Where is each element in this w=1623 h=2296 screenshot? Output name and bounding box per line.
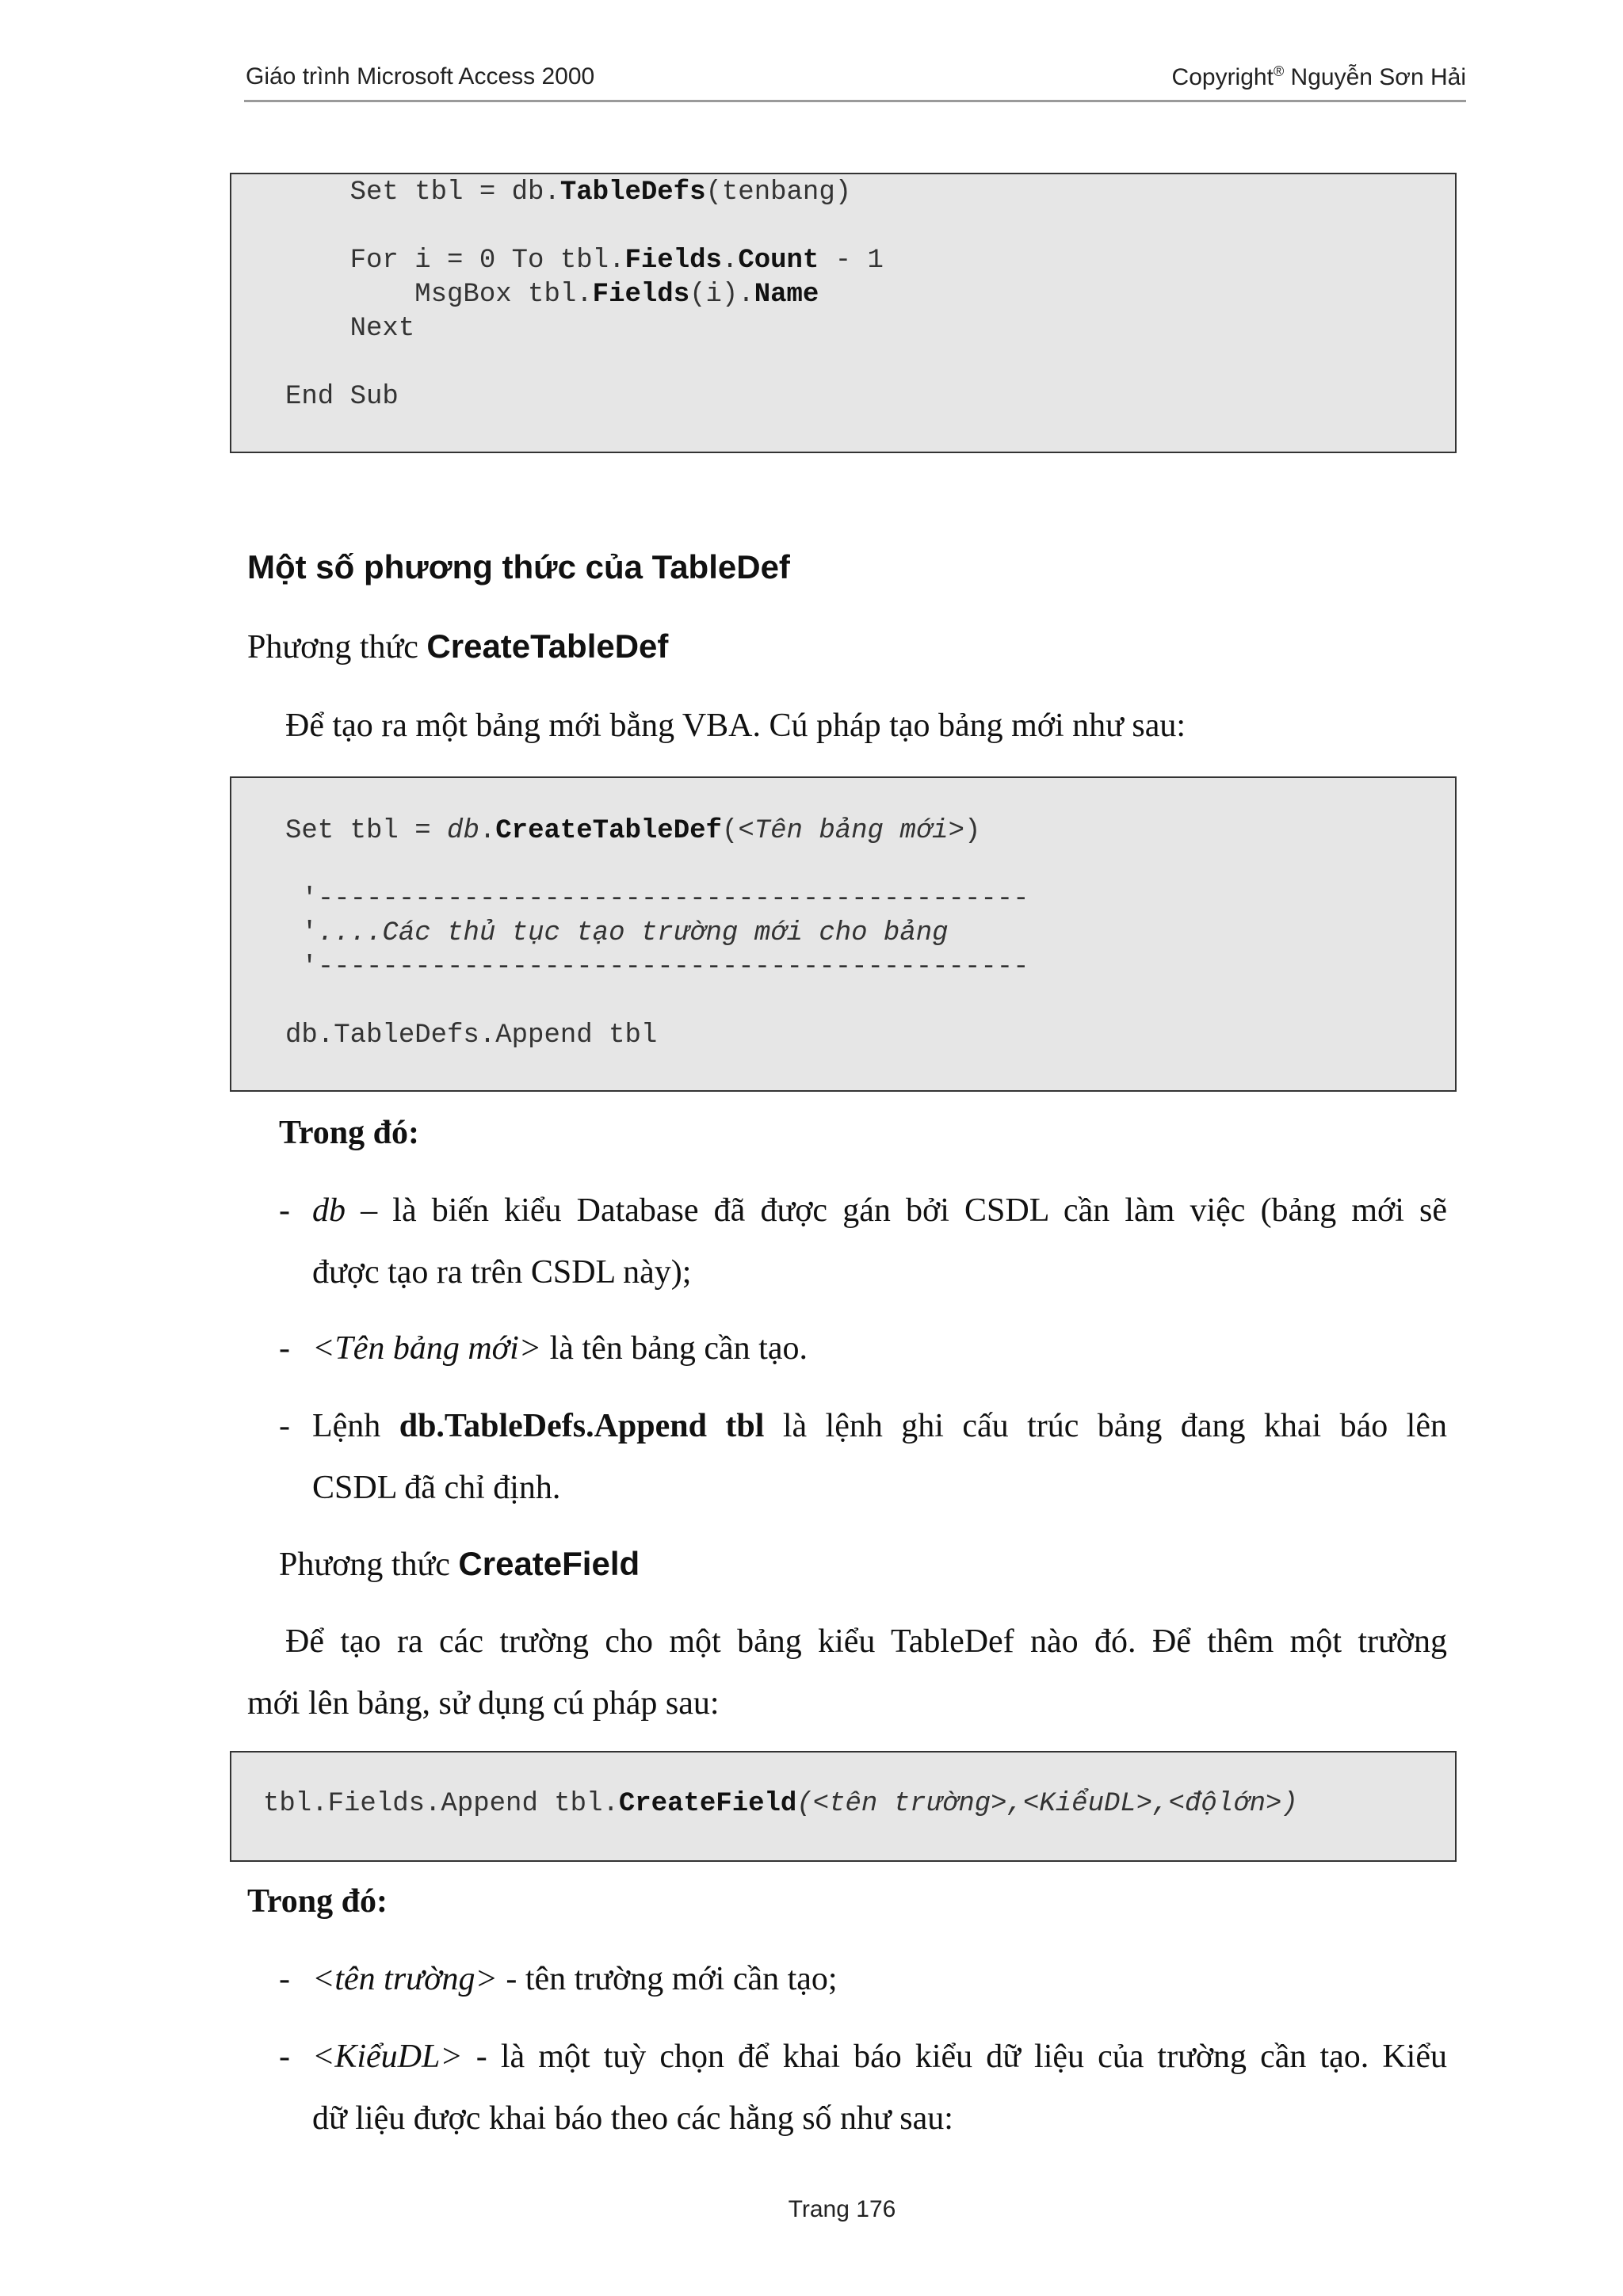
method-createtabledef-heading xyxy=(247,624,668,669)
bullet-term: <Tên bảng mới> xyxy=(312,1330,542,1367)
author-name: Nguyễn Sơn Hải xyxy=(1284,64,1466,90)
registered-mark: ® xyxy=(1273,63,1285,79)
bullet-kieudl-line2: dữ liệu được khai báo theo các hằng số như sau: xyxy=(312,2100,953,2137)
method-name: CreateField xyxy=(458,1545,640,1582)
intro-paragraph-1: Để tạo ra một bảng mới bằng VBA. Cú pháp tạo bảng mới như sau: xyxy=(285,707,1186,744)
where-label-2: Trong đó: xyxy=(247,1883,388,1920)
code-text: . xyxy=(721,246,739,276)
bullet-text: là tên bảng cần tạo. xyxy=(541,1330,808,1367)
code-text: ( xyxy=(721,816,739,846)
code-italic: db xyxy=(447,816,479,846)
bullet-term: <KiểuDL> xyxy=(312,2039,463,2075)
bullet-text: – là biến kiểu Database đã được gán bởi CSDL cần làm việc (bảng mới sẽ xyxy=(346,1192,1447,1229)
code-text: Next xyxy=(285,314,415,344)
header-title: Giáo trình Microsoft Access 2000 xyxy=(246,63,595,90)
code-keyword: CreateField xyxy=(618,1789,797,1819)
method-name: CreateTableDef xyxy=(426,627,669,665)
method-prefix: Phương thức xyxy=(279,1547,459,1583)
code-block-createtabledef xyxy=(230,776,1457,1092)
bullet-append-line2: CSDL đã chỉ định. xyxy=(312,1470,561,1506)
code-content xyxy=(231,1753,1455,1821)
bullet-text: - tên trường mới cần tạo; xyxy=(497,1961,838,1997)
bullet-text: - là một tuỳ chọn để khai báo kiểu dữ liệu của trường cần tạo. Kiểu xyxy=(462,2039,1447,2075)
bullet-dash: - xyxy=(279,1961,290,1997)
code-block-createfield xyxy=(230,1751,1457,1862)
bullet-term: <tên trường> xyxy=(312,1961,498,1997)
method-createfield-heading xyxy=(279,1542,640,1587)
code-keyword: Fields xyxy=(592,280,690,310)
code-keyword: Fields xyxy=(624,246,722,276)
bullet-kieudl-line1 xyxy=(312,2035,1447,2079)
code-block-tabledefs xyxy=(230,173,1457,453)
code-italic: <Tên bảng mới> xyxy=(738,816,964,846)
code-text: Set tbl = xyxy=(285,816,448,846)
code-keyword: CreateTableDef xyxy=(495,816,722,846)
bullet-tentruong xyxy=(312,1957,838,2001)
code-comment-italic: ....Các thủ tục tạo trường mới cho bảng xyxy=(317,918,949,948)
bullet-term: db xyxy=(312,1192,346,1229)
code-text: (tenbang) xyxy=(705,177,852,208)
code-text: End Sub xyxy=(285,382,399,412)
bullet-text: là lệnh ghi cấu trúc bảng đang khai báo lên xyxy=(764,1408,1447,1444)
code-keyword: Count xyxy=(738,246,819,276)
code-text: Set tbl = db. xyxy=(285,177,560,208)
bullet-dash: - xyxy=(279,2039,290,2075)
code-content xyxy=(231,174,1455,414)
code-italic: (<tên trường>,<KiểuDL>,<độlớn>) xyxy=(796,1789,1298,1819)
bullet-append-line1 xyxy=(312,1404,1447,1448)
bullet-dash: - xyxy=(279,1330,290,1367)
bullet-dash: - xyxy=(279,1192,290,1229)
code-text: For i = 0 To tbl. xyxy=(285,246,625,276)
bullet-dash: - xyxy=(279,1408,290,1444)
where-label-1: Trong đó: xyxy=(279,1115,419,1151)
header-rule xyxy=(244,100,1466,102)
code-comment: '-------------------------------------------- xyxy=(301,952,1029,982)
intro-paragraph-2-line2: mới lên bảng, sử dụng cú pháp sau: xyxy=(247,1685,720,1722)
code-comment: ' xyxy=(301,918,318,948)
method-prefix: Phương thức xyxy=(247,629,427,666)
code-comment: '-------------------------------------------- xyxy=(301,884,1029,914)
page-number: Trang 176 xyxy=(788,2196,896,2222)
section-heading: Một số phương thức của TableDef xyxy=(247,548,790,585)
code-text: ) xyxy=(964,816,981,846)
code-text: db.TableDefs.Append tbl xyxy=(285,1020,658,1051)
code-content xyxy=(231,778,1455,1053)
bullet-term: db.TableDefs.Append tbl xyxy=(399,1408,765,1444)
code-text: (i). xyxy=(689,280,754,310)
copyright-label: Copyright xyxy=(1171,64,1274,90)
bullet-tenbang xyxy=(312,1326,808,1371)
code-keyword: TableDefs xyxy=(559,177,706,208)
header-copyright xyxy=(1172,63,1466,91)
bullet-db-line2: được tạo ra trên CSDL này); xyxy=(312,1254,692,1291)
bullet-text: Lệnh xyxy=(312,1408,399,1444)
intro-paragraph-2-line1: Để tạo ra các trường cho một bảng kiểu TableDef nào đó. Để thêm một trường xyxy=(285,1623,1447,1660)
code-text: . xyxy=(479,816,496,846)
code-text: tbl.Fields.Append tbl. xyxy=(263,1789,619,1819)
bullet-db-line1 xyxy=(312,1188,1447,1233)
code-text: - 1 xyxy=(819,246,884,276)
code-text: MsgBox tbl. xyxy=(285,280,593,310)
code-keyword: Name xyxy=(754,280,819,310)
